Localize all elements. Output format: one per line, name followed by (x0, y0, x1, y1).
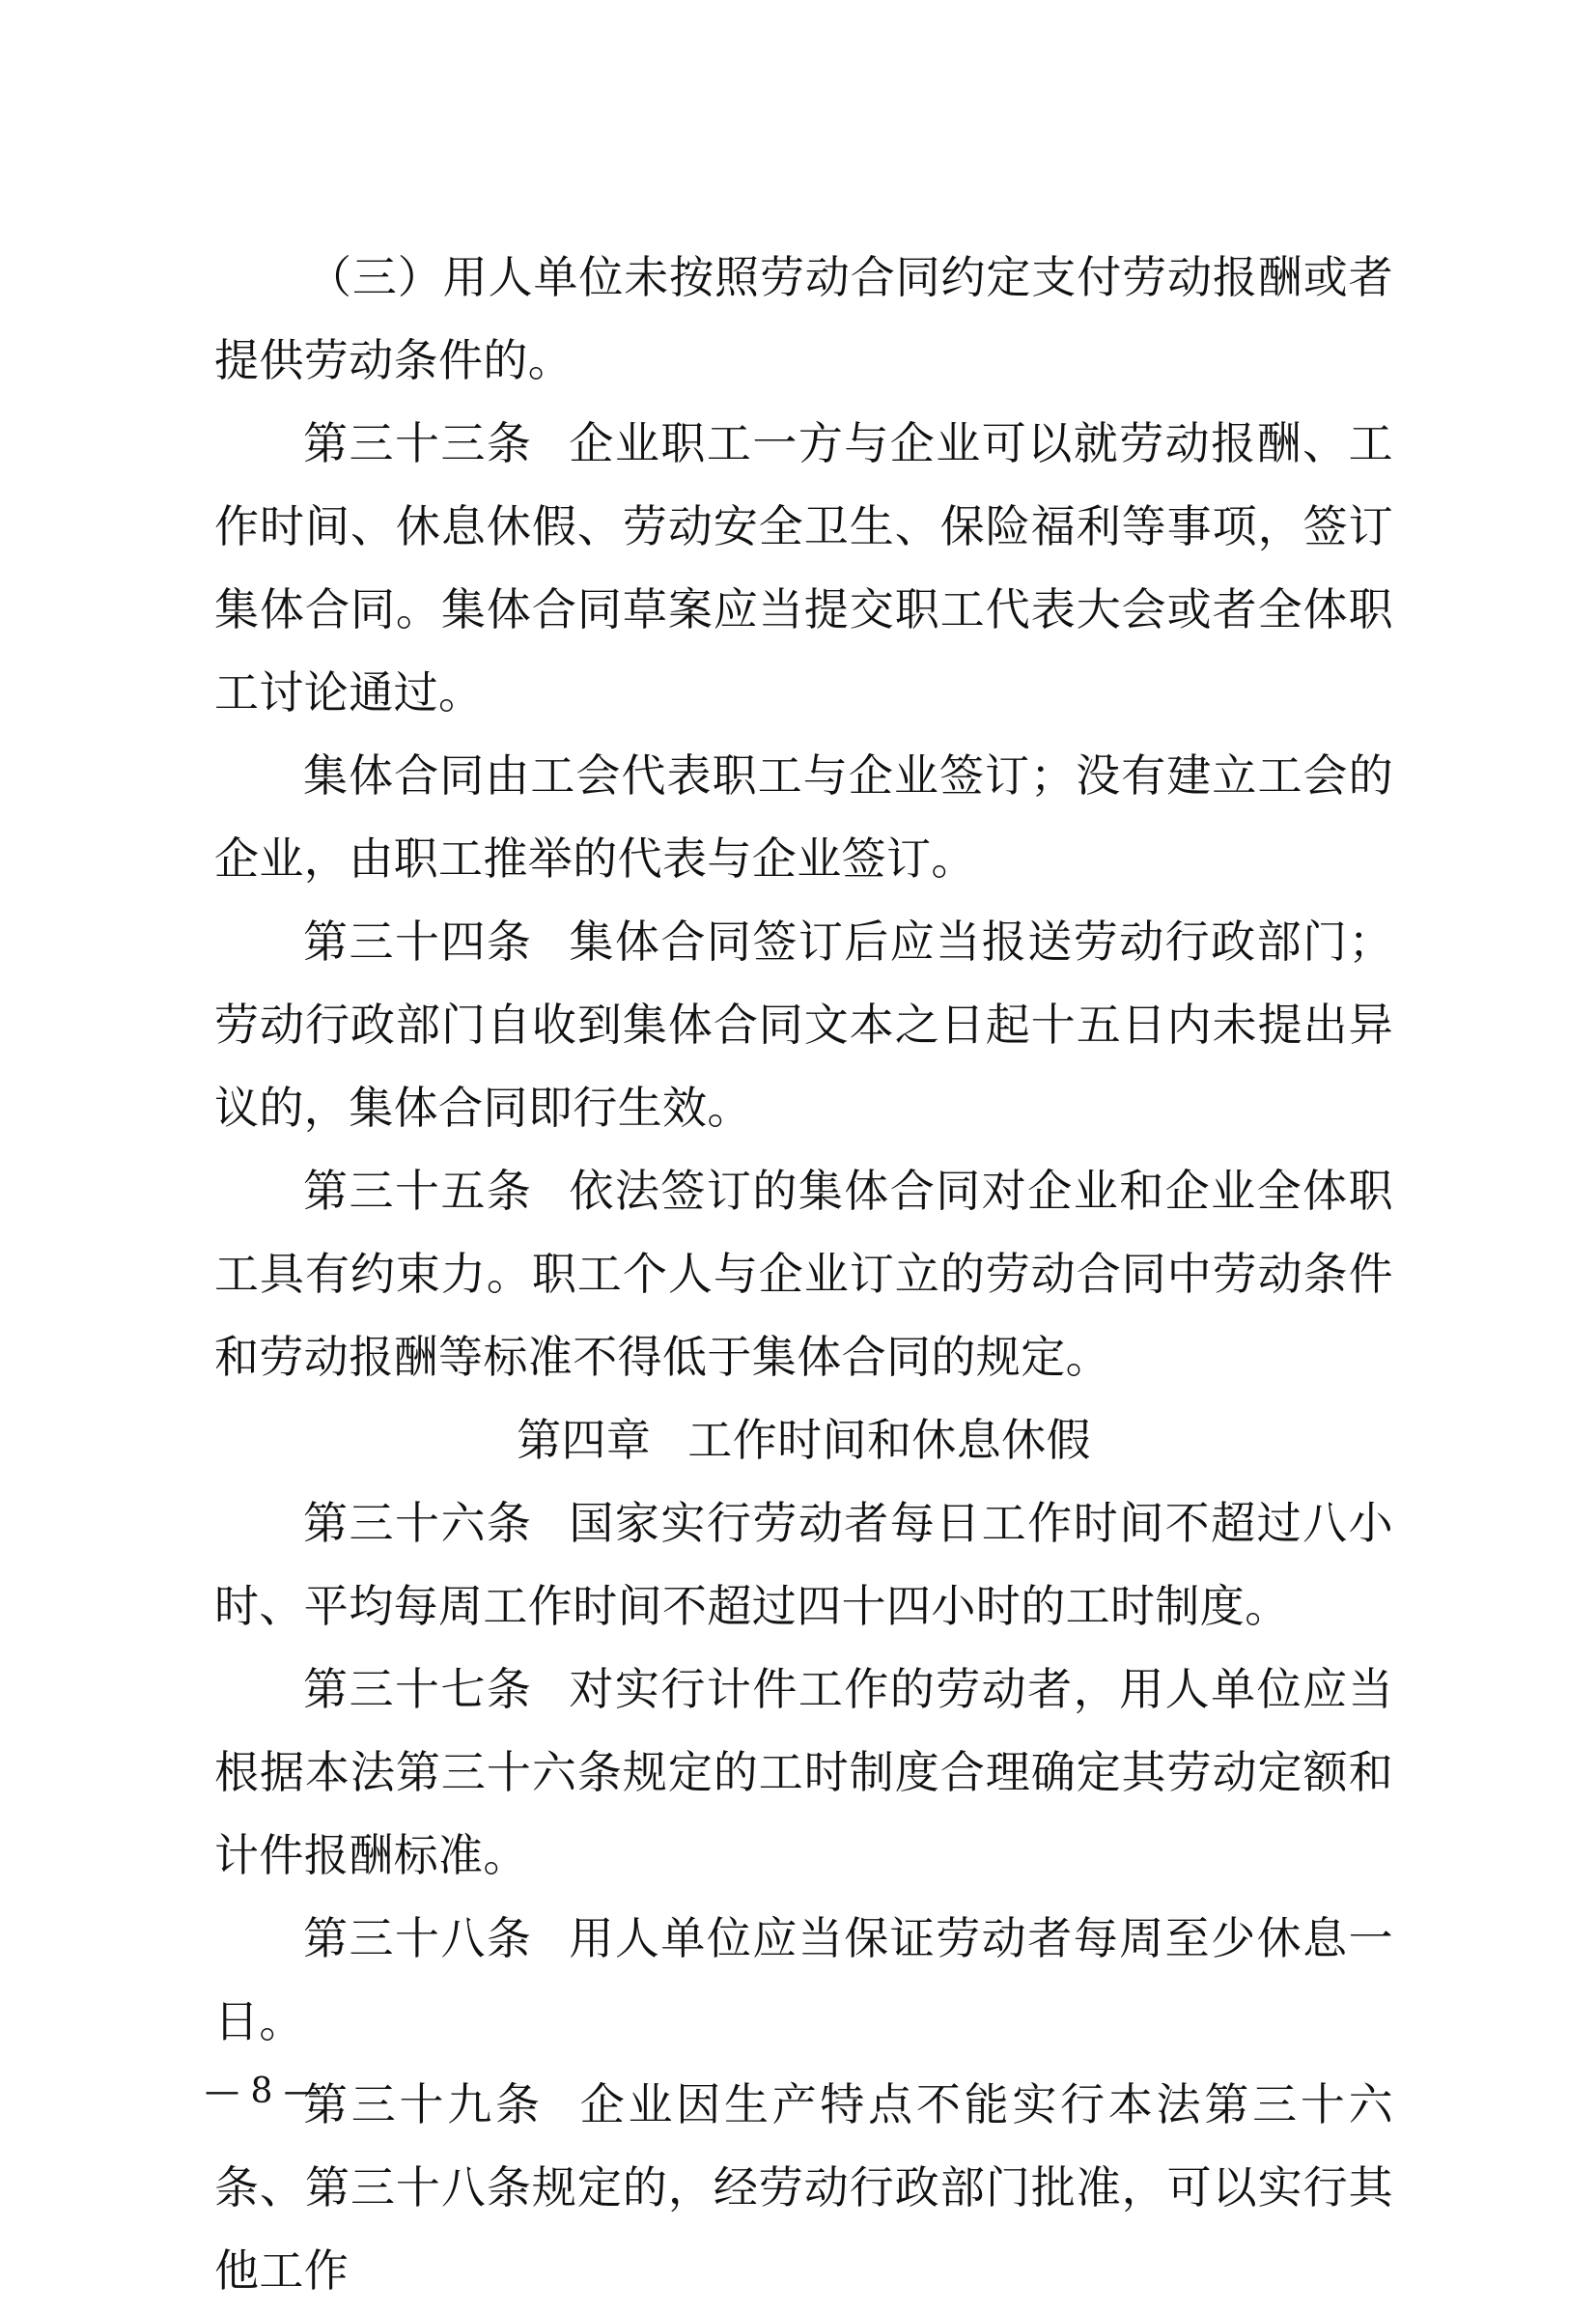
article-text: 企业因生产特点不能实行本法第三十六条、第三十八条规定的，经劳动行政部门批准，可以实行其他工作 (214, 2078, 1393, 2297)
article-text: 依法签订的集体合同对企业和企业全体职工具有约束力。职工个人与企业订立的劳动合同中劳动条件和劳动报酬等标准不得低于集体合同的规定。 (214, 1165, 1394, 1383)
article-33 (214, 402, 1393, 734)
article-text: 对实行计件工作的劳动者，用人单位应当根据本法第三十六条规定的工时制度合理确定其劳动定额和计件报酬标准。 (214, 1663, 1394, 1881)
article-text: 企业职工一方与企业可以就劳动报酬、工作时间、休息休假、劳动安全卫生、保险福利等事项，签订集体合同。集体合同草案应当提交职工代表大会或者全体职工讨论通过。 (214, 417, 1394, 719)
article-35 (214, 1149, 1393, 1398)
article-37 (214, 1648, 1393, 1897)
article-36 (214, 1481, 1393, 1648)
article-number: 第三十五条 (303, 1165, 533, 1217)
article-number: 第三十七条 (303, 1663, 533, 1715)
page-number: — 8 — (205, 2072, 319, 2111)
article-number: 第三十九条 (303, 2078, 544, 2130)
paragraph-text: 集体合同由工会代表职工与企业签订；没有建立工会的企业，由职工推举的代表与企业签订。 (214, 749, 1393, 885)
paragraph-item-3 (214, 236, 1393, 402)
article-number: 第三十三条 (303, 417, 533, 469)
chapter-title: 工作时间和休息休假 (687, 1414, 1091, 1466)
chapter-number: 第四章 (517, 1414, 652, 1466)
article-number: 第三十四条 (303, 916, 533, 968)
article-33-paragraph-2 (214, 734, 1393, 900)
article-number: 第三十八条 (303, 1912, 533, 1964)
article-34 (214, 900, 1393, 1149)
chapter-heading (214, 1398, 1393, 1481)
document-body (214, 236, 1393, 2312)
article-text: 集体合同签订后应当报送劳动行政部门；劳动行政部门自收到集体合同文本之日起十五日内未提出异议的，集体合同即行生效。 (214, 916, 1394, 1134)
article-39 (214, 2063, 1393, 2312)
paragraph-text: （三）用人单位未按照劳动合同约定支付劳动报酬或者提供劳动条件的。 (214, 251, 1393, 386)
article-text: 国家实行劳动者每日工作时间不超过八小时、平均每周工作时间不超过四十四小时的工时制度。 (214, 1497, 1394, 1632)
article-number: 第三十六条 (303, 1497, 533, 1549)
article-38 (214, 1897, 1393, 2063)
article-text: 用人单位应当保证劳动者每周至少休息一日。 (214, 1912, 1394, 2047)
